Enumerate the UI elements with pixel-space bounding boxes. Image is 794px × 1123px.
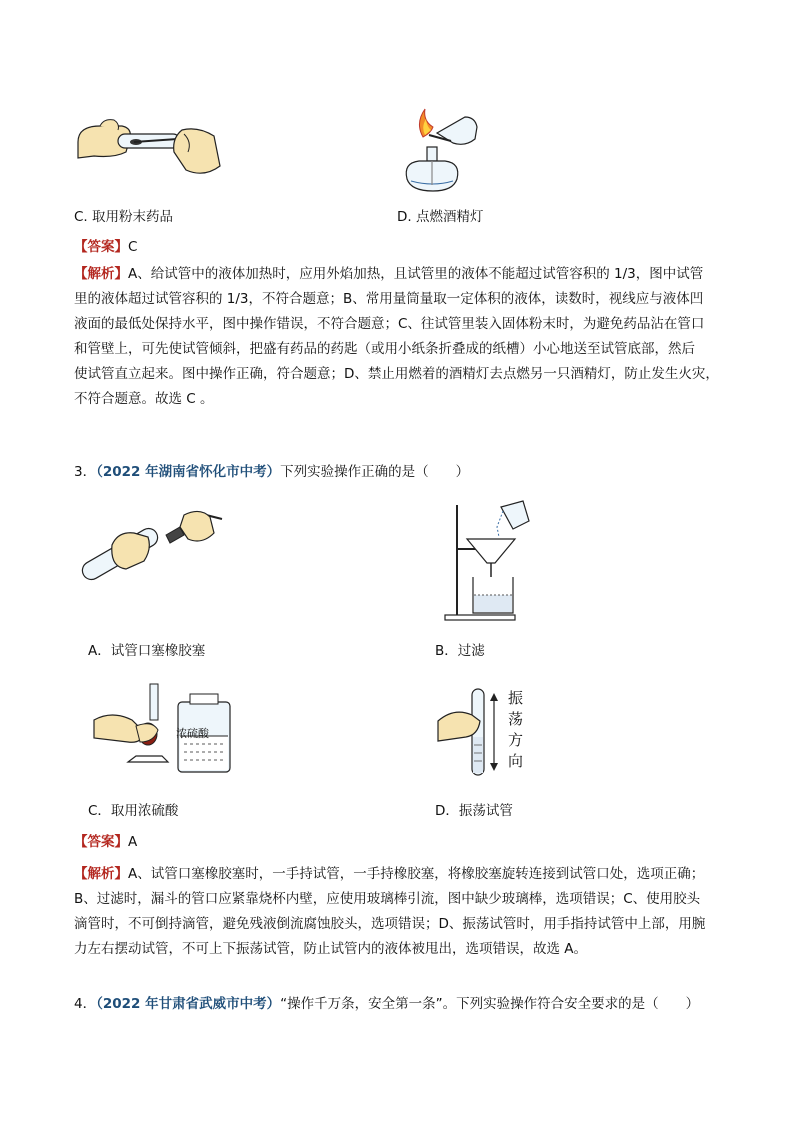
- stopper-tube-illustration: [88, 505, 228, 600]
- option-d-prev: D. 点燃酒精灯: [397, 209, 484, 225]
- bottle-label: 浓硫酸: [176, 727, 209, 740]
- answer-line-1: 【答案】C: [74, 239, 138, 255]
- option-d: D．振荡试管: [435, 803, 513, 819]
- analysis-block-2: 【解析】A、试管口塞橡胶塞时，一手持试管，一手持橡胶塞，将橡胶塞旋转连接到试管口处，选项正确； B、过滤时，漏斗的管口应紧靠烧杯内壁，应使用玻璃棒引流，图中缺少玻璃棒，选项错误；C、使用胶头 滴管时，不可倒持滴管，避免残液倒流腐蚀胶头，选项错误；D、振荡试管时，用手指持试管中上部，用腕 力左右摆动试管，不可上下振荡试管，防止试管内的液体被甩出，选项错误，故选 A。: [74, 866, 706, 957]
- question-4-stem: 4．（2022 年甘肃省武威市中考）“操作千万条，安全第一条”。下列实验操作符合安全要求的是（ ）: [74, 996, 700, 1012]
- option-c: C．取用浓硫酸: [88, 803, 179, 819]
- option-c-prev: C. 取用粉末药品: [74, 209, 174, 225]
- alcohol-lamp-illustration: [393, 103, 483, 195]
- powder-tube-illustration: [74, 112, 224, 187]
- option-b: B．过滤: [435, 643, 485, 659]
- answer-line-2: 【答案】A: [74, 834, 138, 850]
- shake-direction-label: 振 荡 方 向: [508, 689, 524, 770]
- filtration-illustration: [443, 497, 543, 622]
- question-3-stem: 3．（2022 年湖南省怀化市中考）下列实验操作正确的是（ ）: [74, 464, 470, 480]
- shake-tube-illustration: [436, 687, 506, 777]
- option-a: A．试管口塞橡胶塞: [88, 643, 206, 659]
- dropper-acid-illustration: [92, 680, 242, 775]
- analysis-block-1: 【解析】A、给试管中的液体加热时，应用外焰加热，且试管里的液体不能超过试管容积的 1/3，图中试管 里的液体超过试管容积的 1/3，不符合题意；B、常用量筒量取一定体积的液体，读数时，视线应与液体凹 液面的最低处保持水平，图中操作错误，不符合题意；C、往试管里装入固体粉末时，为避免药品沾在管口 和管壁上，可先使试管倾斜，把盛有药品的药匙（或用小纸条折叠成的纸槽）小心地送至试管底部，然后 使试管直立起来。图中操作正确，符合题意；D、禁止用燃着的酒精灯去点燃另一只酒精灯，防止发生火灾， 不符合题意。故选 C 。: [74, 266, 719, 407]
